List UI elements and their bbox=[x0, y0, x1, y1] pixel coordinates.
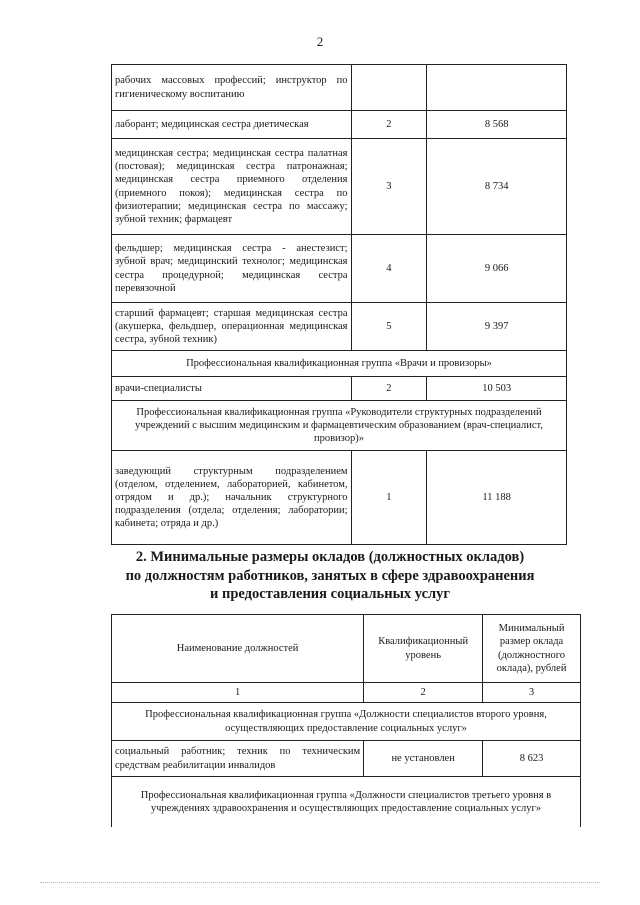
group-row bbox=[112, 703, 581, 741]
salary-table-social-services bbox=[111, 614, 581, 827]
minimum-salary: 8 734 bbox=[427, 139, 567, 235]
qualification-level bbox=[351, 65, 427, 111]
position-name: заведующий структурным подразделением (отделом, отделением, лабораторией, кабинетом, отрядом и др.); начальник структурного подразделения (отдела; отделения; лаборатории; кабинета; отряда и др.) bbox=[112, 451, 352, 545]
table-row bbox=[112, 741, 581, 777]
minimum-salary: 8 623 bbox=[483, 741, 581, 777]
section-title-line: и предоставления социальных услуг bbox=[210, 586, 450, 603]
minimum-salary: 10 503 bbox=[427, 377, 567, 401]
qualification-level: 3 bbox=[351, 139, 427, 235]
qualification-level: 4 bbox=[351, 235, 427, 303]
position-name: лаборант; медицинская сестра диетическая bbox=[112, 111, 352, 139]
qualification-group-title: Профессиональная квалификационная группа «Должности специалистов третьего уровня в учреждениях здравоохранения и осуществляющих предоставление социальных услуг» bbox=[112, 777, 581, 827]
table-row bbox=[112, 111, 567, 139]
qualification-level: 2 bbox=[351, 111, 427, 139]
qualification-level: 1 bbox=[351, 451, 427, 545]
minimum-salary: 9 066 bbox=[427, 235, 567, 303]
position-name: фельдшер; медицинская сестра - анестезист; зубной врач; медицинский технолог; медицинская сестра процедурной; медицинская сестра перевязочной bbox=[112, 235, 352, 303]
group-row bbox=[112, 401, 567, 451]
column-number-row bbox=[112, 683, 581, 703]
minimum-salary bbox=[427, 65, 567, 111]
table-row bbox=[112, 139, 567, 235]
table-row bbox=[112, 377, 567, 401]
qualification-group-title: Профессиональная квалификационная группа «Должности специалистов второго уровня, осуществляющих предоставление социальных услуг» bbox=[112, 703, 581, 741]
section-title-line: 2. Минимальные размеры окладов (должностных окладов) bbox=[135, 549, 525, 565]
column-header-level: Квалификационный уровень bbox=[364, 615, 483, 683]
qualification-group-title: Профессиональная квалификационная группа «Руководители структурных подразделений учреждений с высшим медицинским и фармацевтическим образованием (врач-специалист, провизор)» bbox=[112, 401, 567, 451]
table-row bbox=[112, 65, 567, 111]
section-title-line: по должностям работников, занятых в сфере здравоохранения bbox=[125, 567, 535, 584]
position-name: врачи-специалисты bbox=[112, 377, 352, 401]
salary-table-health-continued bbox=[111, 64, 567, 545]
column-number: 2 bbox=[364, 683, 483, 703]
page-number: 2 bbox=[316, 34, 324, 49]
minimum-salary: 8 568 bbox=[427, 111, 567, 139]
table-row bbox=[112, 451, 567, 545]
table-row bbox=[112, 235, 567, 303]
minimum-salary: 9 397 bbox=[427, 303, 567, 351]
position-name: социальный работник; техник по техническим средствам реабилитации инвалидов bbox=[112, 741, 364, 777]
qualification-level: 5 bbox=[351, 303, 427, 351]
section-2-title bbox=[90, 548, 570, 604]
column-header-position: Наименование должностей bbox=[112, 615, 364, 683]
page-bottom-rule bbox=[40, 882, 600, 883]
minimum-salary: 11 188 bbox=[427, 451, 567, 545]
position-name: старший фармацевт; старшая медицинская сестра (акушерка, фельдшер, операционная медицинская сестра, зубной техник) bbox=[112, 303, 352, 351]
qualification-level: не установлен bbox=[364, 741, 483, 777]
qualification-level: 2 bbox=[351, 377, 427, 401]
header-row bbox=[112, 615, 581, 683]
column-number: 3 bbox=[483, 683, 581, 703]
column-number: 1 bbox=[112, 683, 364, 703]
column-header-salary: Минимальный размер оклада (должностного оклада), рублей bbox=[483, 615, 581, 683]
qualification-group-title: Профессиональная квалификационная группа «Врачи и провизоры» bbox=[112, 351, 567, 377]
group-row bbox=[112, 777, 581, 827]
position-name: медицинская сестра; медицинская сестра палатная (постовая); медицинская сестра патронажная; медицинская сестра приемного отделения (приемного покоя); медицинская сестра по физиотерапии; медицинская сестра по массажу; зубной техник; фармацевт bbox=[112, 139, 352, 235]
position-name: рабочих массовых профессий; инструктор по гигиеническому воспитанию bbox=[112, 65, 352, 111]
group-row bbox=[112, 351, 567, 377]
table-row bbox=[112, 303, 567, 351]
